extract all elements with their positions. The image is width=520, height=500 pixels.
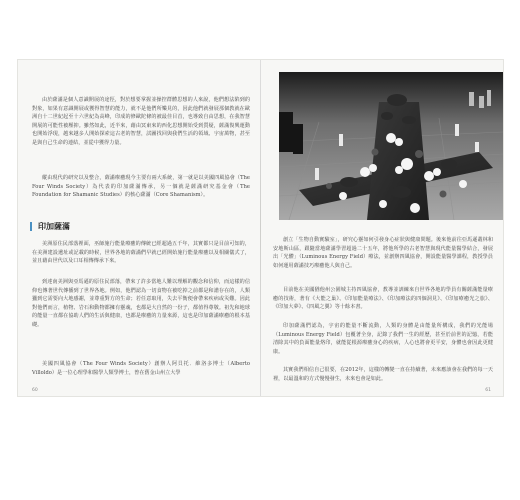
right-paragraph-3: 印加薩滿們認為，宇宙的能量不斷流動，人類的身體是由能量所構成，我們的光能場（Luminous Energy Field）包覆著全身，記錄了我們一生的經歷，甚至於前世的記憶，若能清除其中的負面能量烙印，就能從根源療癒身心的疾病，人心也將會更平安，身體也會因此更健康。 bbox=[273, 323, 493, 355]
ceremony-photo bbox=[279, 72, 503, 220]
book-spread bbox=[18, 60, 503, 396]
right-paragraph-1: 創立「生物自動實驗室」，研究心靈如何引發身心症狀與健康問題。後來他前往亞馬遜叢林和安地斯山區，跟隨當地薩滿學習超過二十五年，將他所學的古老智慧與現代能量醫學結合，發展出「光體」（Luminous Energy Field）療法，並創辦四風協會，開設能量醫學課程，教授學員如何運用薩滿技巧療癒他人與自己。 bbox=[273, 237, 493, 269]
left-paragraph-2: 縱由現代的研究以及整合，薩滿療癒現今主要有兩大系統，第一就是以美國四風協會（The Four Winds Society）為代表的印加薩滿傳承，另一個就是薩滿研究基金會（The Foundation for Shamanic Studies）的核心薩滿（Core Shamanism）。 bbox=[32, 175, 250, 199]
section-heading: 印加薩滿 bbox=[30, 222, 70, 231]
right-paragraph-2: 目前他在美國猶他州公園城主持四風協會，教導並訓練來自世界各地的學員有關薩滿能量療癒的技術，著有《大能之巢》、《印加能量療法》、《印加療法的四個洞見》、《印加療癒光之旅》、《印加大夢》、《四風之翼》等十餘本書。 bbox=[273, 287, 493, 311]
left-paragraph-1: 由於薩滿是個人意識開展的途徑，對於想要掌握並操控群體思想的人來說，他們想法陷到的對象，如果有意識開展或獲得智慧的能力，就不是他們所樂見的，因此他們就發展那個教就在歐洲自十二世紀起至十六世紀為高峰，印成的修歐陀條的被最佳目首，也導致自由思想，在我智慧開展的可能性被壓抑。雖然如此，近半來，藉由冥東來的西化思想開始受到質疑，薩滿復興運動也開始浮現，越來越多人開始探索這古老的智慧，試圖找回與我們生活的領域、宇宙萬物，甚至是與自己生命的連結，並從中獲得力量。 bbox=[32, 97, 250, 146]
right-page-number: 61 bbox=[485, 388, 491, 393]
altar-image bbox=[279, 72, 503, 220]
left-paragraph-5: 美國四風協會（The Four Winds Society）創辦人阿貝托．維洛多博士（Alberto Villoldo）是一位心理學和醫學人類學博士，曾在舊金山州立大學 bbox=[32, 361, 250, 376]
left-paragraph-3: 美洲原住民部落裡面，巫師施行能量療癒的傳統已經超過五千年，其實都只是目前可知的，在美洲建設遺址或記載的時候，世界各地的薩滿們早就已經開始施行能量療癒以及相關儀式了，並且藉由世代以及口耳相傳傳承下來。 bbox=[32, 241, 250, 265]
left-page-number: 60 bbox=[32, 388, 38, 393]
right-paragraph-4: 其實我們相信自己很要，在2012年，這樣的轉變一直在持續著，未來應該會在我們的每一天裡，以最溫和的方式慢慢發生，未來也會是如此。 bbox=[273, 367, 493, 382]
left-page bbox=[18, 60, 260, 396]
left-paragraph-4: 到達南美洲與亞馬遜的原住民部落，帶來了許多當地人難以理解的觀念和信仰，而這樣的信仰也傳著世代傳播到了世界各地。例如，他們認為一切食物在被吃掉之前都是和諧存在的，人類獵到它需要向大地感謝，並尊重對方的生命；若任意取用，失去平衡便會帶來疾病或災難。因此對他們而言，植物、岩石和動物都擁有靈魂，也都是大自然的一份子，都值得尊敬。祖先和地球的能量一直都在協助人們的生活與健康，也都是療癒的力量來源，這也是印加薩滿療癒的根本基礎。 bbox=[32, 279, 250, 328]
right-page bbox=[261, 60, 503, 396]
